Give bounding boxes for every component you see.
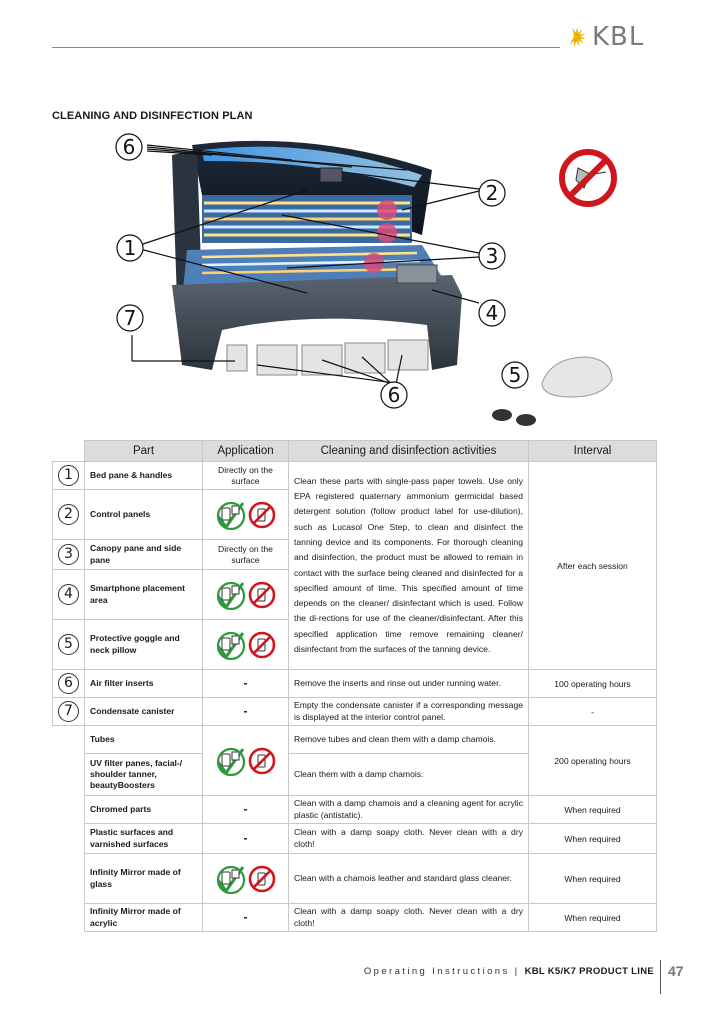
direct-spray-no-icon	[247, 746, 277, 776]
cloth-spray-ok-icon	[215, 580, 245, 610]
direct-spray-no-icon	[247, 864, 277, 894]
callout-3: 3	[485, 244, 499, 268]
application-method	[203, 796, 289, 824]
cloth-spray-ok-icon	[215, 746, 245, 776]
application-dash: -	[243, 910, 248, 924]
application-icons	[203, 854, 289, 904]
application-dash: -	[243, 802, 248, 816]
application-method: Directly on the surface	[203, 540, 289, 570]
part-name: Smartphone placement area	[85, 570, 203, 620]
table-row	[53, 698, 657, 726]
callout-6-top: 6	[122, 135, 136, 159]
brand-name: KBL	[592, 22, 645, 52]
application-method	[203, 904, 289, 932]
row-number: 6	[58, 673, 79, 694]
direct-spray-no-icon	[247, 500, 277, 530]
activity-text: Remove tubes and clean them with a damp chamois.	[289, 726, 529, 754]
footer-divider	[660, 960, 661, 994]
application-icons	[203, 620, 289, 670]
application-method	[203, 670, 289, 698]
application-icons	[203, 570, 289, 620]
application-method	[203, 824, 289, 854]
callout-7: 7	[123, 306, 137, 330]
application-icons	[203, 490, 289, 540]
interval-text: When required	[529, 824, 657, 854]
part-name: Infinity Mirror made of glass	[85, 854, 203, 904]
table-row	[53, 904, 657, 932]
row-number: 4	[58, 584, 79, 605]
kbl-logo	[564, 22, 674, 52]
footer-label: Operating Instructions	[363, 966, 510, 977]
interval-text: 100 operating hours	[529, 670, 657, 698]
application-dash: -	[243, 676, 248, 690]
part-name: Canopy pane and side pane	[85, 540, 203, 570]
application-icons	[203, 726, 289, 796]
part-name: Condensate canister	[85, 698, 203, 726]
activity-text: Clean with a damp soapy cloth. Never clean with a dry cloth!	[289, 904, 529, 932]
sun-icon	[564, 25, 588, 49]
no-spray-icon	[562, 152, 614, 204]
table-row	[53, 796, 657, 824]
header-interval: Interval	[529, 441, 657, 462]
callout-4: 4	[485, 301, 499, 325]
row-number: 5	[58, 634, 79, 655]
direct-spray-no-icon	[247, 580, 277, 610]
cloth-spray-ok-icon	[215, 500, 245, 530]
footer-text	[364, 966, 654, 977]
part-name: Plastic surfaces and varnished surfaces	[85, 824, 203, 854]
direct-spray-no-icon	[247, 630, 277, 660]
page-number: 47	[668, 963, 684, 979]
interval-text: When required	[529, 904, 657, 932]
part-name: Tubes	[85, 726, 203, 754]
application-method	[203, 698, 289, 726]
activity-text: Empty the condensate canister if a corresponding message is displayed at the interior control panel.	[289, 698, 529, 726]
row-number: 3	[58, 544, 79, 565]
part-name: Control panels	[85, 490, 203, 540]
part-name: Infinity Mirror made of acrylic	[85, 904, 203, 932]
activity-text: Clean these parts with single-pass paper towels. Use only EPA registered quaternary ammonium germicidal based detergent solution (follow product label for use-dilution), such as Lucasol One Step, to clean and disinfect the tanning device and its components. For thorough cleaning and disinfection, the product must be allowed to remain in contact with the surface being cleaned and disinfected for a specified amount of time. This specified amount of time depends on the cleaner/ disinfectant which is used. Follow the di-rections for use of the cleaner/disinfectant. After this specified application time remove remaining cleaner/ disinfectant from the surfaces of the tanning device.	[289, 462, 529, 670]
row-number: 7	[58, 701, 79, 722]
cloth-spray-ok-icon	[215, 630, 245, 660]
activity-text: Clean them with a damp chamois.	[289, 754, 529, 796]
page-footer	[0, 963, 724, 996]
part-name: Bed pane & handles	[85, 462, 203, 490]
tanning-device-illustration	[52, 125, 672, 435]
interval-text: -	[529, 698, 657, 726]
part-name: Protective goggle and neck pillow	[85, 620, 203, 670]
application-method: Directly on the surface	[203, 462, 289, 490]
table-row	[53, 854, 657, 904]
callout-1: 1	[123, 236, 137, 260]
activity-text: Remove the inserts and rinse out under running water.	[289, 670, 529, 698]
part-name: UV filter panes, facial-/ shoulder tanner, beautyBoosters	[85, 754, 203, 796]
cleaning-plan-table	[52, 440, 657, 932]
activity-text: Clean with a chamois leather and standard glass cleaner.	[289, 854, 529, 904]
header-rule	[52, 47, 560, 48]
table-row	[53, 670, 657, 698]
interval-text: When required	[529, 854, 657, 904]
interval-text: 200 operating hours	[529, 726, 657, 796]
section-title: CLEANING AND DISINFECTION PLAN	[52, 110, 253, 122]
table-row	[53, 462, 657, 490]
header-application: Application	[203, 441, 289, 462]
part-name: Chromed parts	[85, 796, 203, 824]
application-dash: -	[243, 831, 248, 845]
callout-2: 2	[485, 181, 499, 205]
footer-product-line: KBL K5/K7 PRODUCT LINE	[524, 966, 654, 977]
part-name: Air filter inserts	[85, 670, 203, 698]
cloth-spray-ok-icon	[215, 864, 245, 894]
header-part: Part	[85, 441, 203, 462]
blank-header-cell	[53, 441, 85, 462]
activity-text: Clean with a damp soapy cloth. Never clean with a dry cloth!	[289, 824, 529, 854]
header-activities: Cleaning and disinfection activities	[289, 441, 529, 462]
table-row	[53, 824, 657, 854]
interval-text: When required	[529, 796, 657, 824]
row-number: 2	[58, 504, 79, 525]
interval-text: After each session	[529, 462, 657, 670]
callout-5: 5	[508, 363, 522, 387]
table-row	[53, 726, 657, 754]
row-number: 1	[58, 465, 79, 486]
footer-separator: |	[509, 966, 525, 977]
activity-text: Clean with a damp chamois and a cleaning agent for acrylic plastic (antistatic).	[289, 796, 529, 824]
callout-6-bottom: 6	[387, 383, 401, 407]
application-dash: -	[243, 704, 248, 718]
